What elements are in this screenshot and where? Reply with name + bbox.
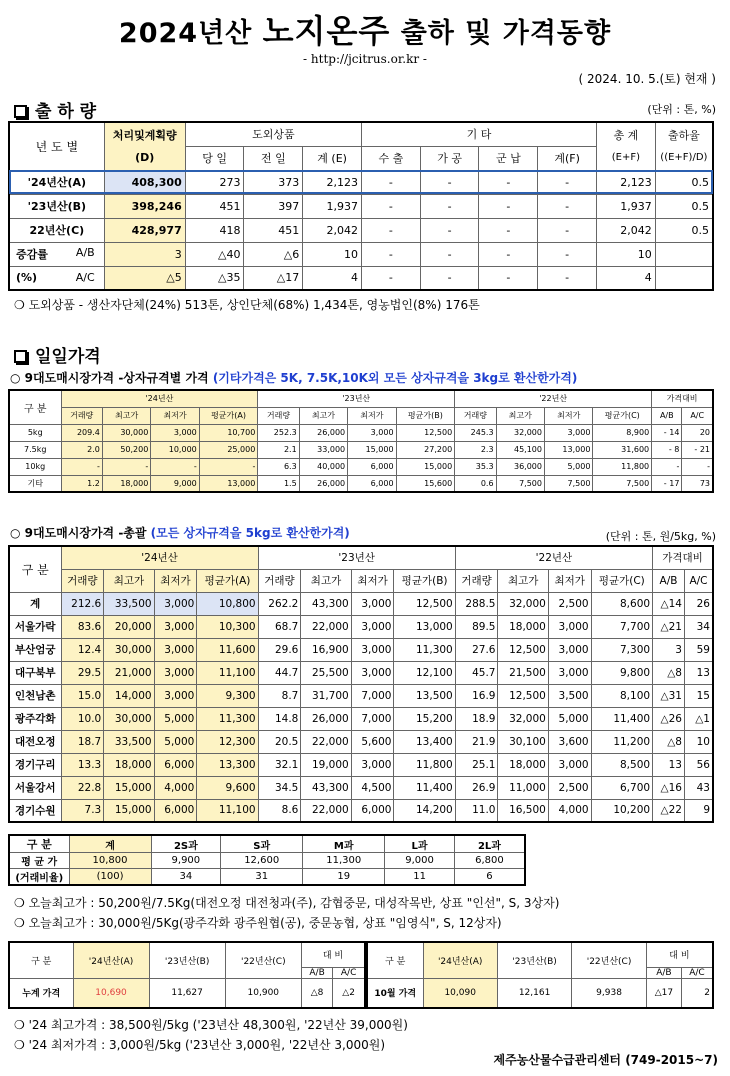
site-url[interactable]: - http://jcitrus.or.kr -: [303, 52, 427, 66]
header-plan: 처리및계획량: [104, 122, 185, 146]
cell: 9,600: [197, 776, 258, 799]
cell: 15,600: [396, 475, 455, 492]
row-label: 광주각화: [9, 707, 61, 730]
title-big: 노지온주: [262, 12, 391, 50]
header-rate: 출하율: [655, 122, 713, 146]
cell: 34.5: [258, 776, 301, 799]
cell: 32,000: [498, 707, 548, 730]
cell: 83.6: [61, 615, 104, 638]
table-row: [9, 707, 713, 730]
cell: 15: [684, 684, 713, 707]
cell: 3,000: [351, 592, 394, 615]
row-label: 서울강서: [9, 776, 61, 799]
checkbox-icon: [14, 350, 27, 363]
cell: 7,700: [591, 615, 652, 638]
row-label: 경기구리: [9, 753, 61, 776]
cell: 7,000: [351, 707, 394, 730]
cell: 22,000: [301, 730, 351, 753]
cell: 15,000: [396, 458, 455, 475]
cell: 1.2: [61, 475, 102, 492]
section-shipment-title: 출 하 량: [14, 97, 96, 122]
cell: 29.5: [61, 661, 104, 684]
cell: 43: [684, 776, 713, 799]
table-row: (%) A/C △5 △35 △17 4 - - - - 4: [9, 266, 713, 290]
cell: 26,000: [301, 707, 351, 730]
table-row: [9, 475, 713, 492]
header-rate2: ((E+F)/D): [655, 146, 713, 170]
total-price-table: 구 분 '24년산 '23년산 '22년산 가격대비 거래량 최고가 최저가 평균가(A) 거래량 최고가 최저가 평균가(B) 거래량 최고가 최저가 평균가(C) A/B A/C 계 212.6 33,500 3,000 10,800 262.2 43,300 3,000 12,500 288.5 32,000 2,500 8,600 △14 26 서울가락 83.6 20,000 3,000 10,300 68.7 22,000 3,000 13,000 89.5 18,000 3,000 7,700 △21 34 부산엄궁 12.4 30,000 3,000 11,600 29.6 16,900 3,000 11,300 27.6 12,500 3,000 7,300 3 59 대구북부 29.5 21,000 3,000 11,100 44.7 25,500 3,000 12,100 45.7 21,500 3,000 9,800 △8 13 인천남촌 15.0 14,000 3,000 9,300 8.7 31,700 7,000 13,500 16.9 12,500 3,500 8,100 △31 15 광주각화 10.0 30,000 5,000 11,300 14.8 26,000 7,000 15,200 18.9 32,000 5,000 11,400 △26 △1 대전오정 18.7 33,500 5,000 12,300 20.5 22,000 5,600 13,400 21.9 30,100 3,600 11,200 △8 10 경기구리 13.3 18,000 6,000 13,300 32.1 19,000 3,000 11,800 25.1 18,000 3,000 8,500 13 56 서울강서 22.8 15,000 4,000 9,600 34.5 43,300 4,500 11,400 26.9 11,000 2,500 6,700 △16 43 경기수원 7.3 15,000 6,000 11,100 8.6 22,000 6,000 14,200 11.0 16,500 4,000 10,200 △22 9: [8, 545, 714, 823]
cell: △26: [653, 707, 685, 730]
cell: 20.5: [258, 730, 301, 753]
cell: 31,700: [301, 684, 351, 707]
cell: -: [682, 458, 713, 475]
cell: 11,800: [394, 753, 455, 776]
cell: 11.0: [455, 799, 498, 822]
cell: 7,500: [593, 475, 652, 492]
cell: 5,000: [544, 458, 592, 475]
shipment-unit: (단위 : 톤, %): [647, 103, 716, 116]
cell: 8,900: [593, 424, 652, 441]
cell: 21,500: [498, 661, 548, 684]
cell: 3,600: [548, 730, 591, 753]
table-row: [9, 776, 713, 799]
cell: 18,000: [104, 753, 154, 776]
cell: 11,400: [591, 707, 652, 730]
cell: 4,500: [351, 776, 394, 799]
note-season-max: ❍ '24 최고가격 : 38,500원/5kg ('23년산 48,300원, '22년산 39,000원): [14, 1018, 408, 1032]
row-label: 대전오정: [9, 730, 61, 753]
cell: 16,500: [498, 799, 548, 822]
header-sum-e: 계 (E): [303, 146, 362, 170]
note-outside-products: ❍ 도외상품 - 생산자단체(24%) 513톤, 상인단체(68%) 1,434톤, 영농법인(8%) 176톤: [14, 298, 480, 312]
table-row: [9, 661, 713, 684]
cell: 5,000: [548, 707, 591, 730]
cell: 43,300: [301, 592, 351, 615]
cell: 10,200: [591, 799, 652, 822]
cell: 3,000: [154, 661, 197, 684]
cell: 10,300: [197, 615, 258, 638]
cell: 9,000: [151, 475, 199, 492]
cell: 6,000: [154, 799, 197, 822]
cell: -: [199, 458, 258, 475]
cell: 262.2: [258, 592, 301, 615]
cell: 3,000: [154, 592, 197, 615]
cell: 11,100: [197, 799, 258, 822]
cell: 13.3: [61, 753, 104, 776]
note-season-min: ❍ '24 최저가격 : 3,000원/5kg ('23년산 3,000원, '22년산 3,000원): [14, 1038, 386, 1052]
table-row: [9, 730, 713, 753]
checkbox-icon: [14, 105, 27, 118]
table-row: [9, 458, 713, 475]
cell: 20: [682, 424, 713, 441]
cell: -: [61, 458, 102, 475]
cell: 26.9: [455, 776, 498, 799]
cell: 18,000: [498, 615, 548, 638]
cell: △31: [653, 684, 685, 707]
october-price-table: 구 분 '24년산(A) '23년산(B) '22년산(C) 대 비 A/B A/C 10월 가격 10,090 12,161 9,938 △17 2: [366, 941, 714, 1009]
cell: 31,600: [593, 441, 652, 458]
cell: 11,100: [197, 661, 258, 684]
cell: 5,600: [351, 730, 394, 753]
cell: 5,000: [154, 707, 197, 730]
cell: 12,100: [394, 661, 455, 684]
cell: △21: [653, 615, 685, 638]
cell: 1.5: [258, 475, 299, 492]
cell: △8: [653, 661, 685, 684]
row-label: 경기수원: [9, 799, 61, 822]
cell: 59: [684, 638, 713, 661]
cell: 20,000: [104, 615, 154, 638]
cell: 25,000: [199, 441, 258, 458]
cell: 45,100: [496, 441, 544, 458]
size-price-table: 구 분 계 2S과 S과 M과 L과 2L과 평 균 가 10,800 9,900 12,600 11,300 9,000 6,800 (거래비율) (100) 34 31 19 11 6: [8, 834, 526, 886]
cell: 4,000: [154, 776, 197, 799]
cell: 13: [684, 661, 713, 684]
cell: 22.8: [61, 776, 104, 799]
note-top-price-5: ❍ 오늘최고가 : 30,000원/5Kg(광주각화 광주원협(공), 중문농협, 상표 "임영식", S, 12상자): [14, 916, 502, 930]
cell: △1: [684, 707, 713, 730]
cell: - 8: [652, 441, 682, 458]
cell: 45.7: [455, 661, 498, 684]
header-day: 당 일: [185, 146, 244, 170]
cell: 26: [684, 592, 713, 615]
table-row: [9, 592, 713, 615]
cell: △16: [653, 776, 685, 799]
cell: 30,000: [102, 424, 150, 441]
cell: 36,000: [496, 458, 544, 475]
cell: 12,300: [197, 730, 258, 753]
cell: 252.3: [258, 424, 299, 441]
cell: 29.6: [258, 638, 301, 661]
cell: 14.8: [258, 707, 301, 730]
cell: 22,000: [301, 799, 351, 822]
cell: 10,700: [199, 424, 258, 441]
cell: 3,000: [548, 638, 591, 661]
table-row: 22년산(C) 428,977 418 451 2,042 - - - - 2,042 0.5: [9, 218, 713, 242]
cell: 27.6: [455, 638, 498, 661]
cell: 21,000: [104, 661, 154, 684]
cell: 8.6: [258, 799, 301, 822]
cell: 9,800: [591, 661, 652, 684]
cell: 6,000: [348, 458, 396, 475]
header-prev: 전 일: [244, 146, 303, 170]
table-row: [9, 684, 713, 707]
cell: 18.9: [455, 707, 498, 730]
cell: 15,000: [348, 441, 396, 458]
subtitle-total-price: ○ 9대도매시장가격 -총괄 (모든 상자규격을 5kg로 환산한가격): [10, 526, 350, 540]
cell: 10: [684, 730, 713, 753]
cell: 13,500: [394, 684, 455, 707]
cell: 3,000: [154, 684, 197, 707]
cell: 3,000: [351, 661, 394, 684]
cell: - 21: [682, 441, 713, 458]
cell: 32.1: [258, 753, 301, 776]
cell: 13,000: [394, 615, 455, 638]
cell: 33,500: [104, 592, 154, 615]
cell: 7,500: [496, 475, 544, 492]
table-row: '23년산(B) 398,246 451 397 1,937 - - - - 1,937 0.5: [9, 194, 713, 218]
cell: 3,000: [351, 638, 394, 661]
cell: 18,000: [498, 753, 548, 776]
cell: 10.0: [61, 707, 104, 730]
cell: 3,000: [151, 424, 199, 441]
header-outside: 도외상품: [185, 122, 361, 146]
cell: 44.7: [258, 661, 301, 684]
subtitle-spec-price: ○ 9대도매시장가격 -상자규격별 가격 (기타가격은 5K, 7.5K,10K외 모든 상자규격을 3kg로 환산한가격): [10, 371, 578, 385]
cell: - 17: [652, 475, 682, 492]
note-top-price-75: ❍ 오늘최고가 : 50,200원/7.5Kg(대전오정 대전청과(주), 감협중문, 대성작목반, 상표 "인선", S, 3상자): [14, 896, 560, 910]
cell: 11,800: [593, 458, 652, 475]
cell: 288.5: [455, 592, 498, 615]
cell: 3,000: [348, 424, 396, 441]
cell: 21.9: [455, 730, 498, 753]
cell: 13,000: [199, 475, 258, 492]
cell: 2,500: [548, 776, 591, 799]
header-total: 총 계: [596, 122, 655, 146]
report-date: ( 2024. 10. 5.(토) 현재 ): [578, 72, 716, 86]
header-process: 가 공: [420, 146, 479, 170]
table-row: [9, 424, 713, 441]
cell: 30,000: [104, 707, 154, 730]
cell: 50,200: [102, 441, 150, 458]
cell: 32,000: [496, 424, 544, 441]
cell: 212.6: [61, 592, 104, 615]
cell: -: [151, 458, 199, 475]
title-pre: 2024년산: [118, 18, 263, 49]
cell: 3,000: [544, 424, 592, 441]
total-unit: (단위 : 톤, 원/5kg, %): [605, 530, 716, 543]
cell: 68.7: [258, 615, 301, 638]
title-post: 출하 및 가격동향: [390, 18, 612, 49]
cell: 4,000: [548, 799, 591, 822]
cell: 30,000: [104, 638, 154, 661]
cell: 3,000: [548, 661, 591, 684]
cell: 8.7: [258, 684, 301, 707]
table-row: [9, 441, 713, 458]
cell: 2.1: [258, 441, 299, 458]
cell: 3,500: [548, 684, 591, 707]
row-label: 대구북부: [9, 661, 61, 684]
cell: 22,000: [301, 615, 351, 638]
cell: -: [102, 458, 150, 475]
page-title: [0, 6, 730, 52]
section-daily-price-title: 일일가격: [14, 342, 101, 367]
cell: -: [652, 458, 682, 475]
cell: - 14: [652, 424, 682, 441]
cell: 2.0: [61, 441, 102, 458]
cell: 26,000: [299, 475, 347, 492]
cell: 11,600: [197, 638, 258, 661]
cell: 14,000: [104, 684, 154, 707]
cell: 7.3: [61, 799, 104, 822]
table-row: [9, 638, 713, 661]
cell: 8,100: [591, 684, 652, 707]
cell: 13: [653, 753, 685, 776]
cell: 18,000: [102, 475, 150, 492]
cell: 34: [684, 615, 713, 638]
cell: 7,300: [591, 638, 652, 661]
row-label: 기타: [9, 475, 61, 492]
cell: 9,300: [197, 684, 258, 707]
row-label: 7.5kg: [9, 441, 61, 458]
cell: 11,400: [394, 776, 455, 799]
cell: 16,900: [301, 638, 351, 661]
cell: 13,000: [544, 441, 592, 458]
cell: 11,300: [394, 638, 455, 661]
cell: 30,100: [498, 730, 548, 753]
cell: 6.3: [258, 458, 299, 475]
cell: 13,300: [197, 753, 258, 776]
cell: 11,000: [498, 776, 548, 799]
row-label: 서울가락: [9, 615, 61, 638]
cell: 7,500: [544, 475, 592, 492]
cell: 14,200: [394, 799, 455, 822]
table-row: [9, 615, 713, 638]
spec-price-table: 구 분 '24년산 '23년산 '22년산 가격대비 거래량 최고가 최저가 평균가(A) 거래량 최고가 최저가 평균가(B) 거래량 최고가 최저가 평균가(C) A/B A/C 5kg 209.4 30,000 3,000 10,700 252.3 26,000 3,000 12,500 245.3 32,000 3,000 8,900 - 14 20 7.5kg 2.0 50,200 10,000 25,000 2.1 33,000 15,000 27,200 2.3 45,100 13,000 31,600 - 8 - 21 10kg - - - - 6.3 40,000 6,000 15,000 35.3 36,000 5,000 11,800 - - 기타 1.2 18,000 9,000 13,000 1.5 26,000 6,000 15,600 0.6 7,500 7,500 7,500 - 17 73: [8, 389, 714, 493]
cell: 9: [684, 799, 713, 822]
cell: 15,000: [104, 776, 154, 799]
cell: 25.1: [455, 753, 498, 776]
cell: 73: [682, 475, 713, 492]
table-row: [9, 799, 713, 822]
cell: 12.4: [61, 638, 104, 661]
cell: 11,200: [591, 730, 652, 753]
cumulative-price-table: 구 분 '24년산(A) '23년산(B) '22년산(C) 대 비 A/B A/C 누계 가격 10,690 11,627 10,900 △8 △2: [8, 941, 366, 1009]
cell: 10,800: [197, 592, 258, 615]
cell: 33,000: [299, 441, 347, 458]
cell: 35.3: [455, 458, 496, 475]
cell: △22: [653, 799, 685, 822]
cell: 33,500: [104, 730, 154, 753]
cell: 5,000: [154, 730, 197, 753]
cell: 18.7: [61, 730, 104, 753]
cell: 3,000: [154, 638, 197, 661]
cell: 16.9: [455, 684, 498, 707]
cell: 245.3: [455, 424, 496, 441]
row-label: 계: [9, 592, 61, 615]
cell: 56: [684, 753, 713, 776]
cell: 43,300: [301, 776, 351, 799]
header-export: 수 출: [361, 146, 420, 170]
cell: 15,200: [394, 707, 455, 730]
cell: △14: [653, 592, 685, 615]
cell: 27,200: [396, 441, 455, 458]
cell: 7,000: [351, 684, 394, 707]
cell: 12,500: [394, 592, 455, 615]
row-label: 10kg: [9, 458, 61, 475]
cell: 8,600: [591, 592, 652, 615]
cell: 6,000: [154, 753, 197, 776]
cell: 12,500: [396, 424, 455, 441]
cell: 12,500: [498, 684, 548, 707]
footer-center: 제주농산물수급관리센터 (749-2015~7): [493, 1053, 718, 1067]
table-row: 증감률 A/B 3 △40 △6 10 - - - - 10: [9, 242, 713, 266]
header-military: 군 납: [479, 146, 538, 170]
cell: 32,000: [498, 592, 548, 615]
cell: 11,300: [197, 707, 258, 730]
shipment-table: [8, 121, 714, 291]
cell: 2,500: [548, 592, 591, 615]
row-label: 인천남촌: [9, 684, 61, 707]
cell: 209.4: [61, 424, 102, 441]
cell: 10,000: [151, 441, 199, 458]
cell: 3,000: [548, 615, 591, 638]
cell: 3: [653, 638, 685, 661]
cell: 8,500: [591, 753, 652, 776]
cell: 89.5: [455, 615, 498, 638]
table-row: '24년산(A) 408,300 273 373 2,123 - - - - 2,123 0.5: [9, 170, 713, 194]
cell: 12,500: [498, 638, 548, 661]
cell: 40,000: [299, 458, 347, 475]
header-year: 년 도 별: [9, 122, 104, 170]
cell: △8: [653, 730, 685, 753]
cell: 6,700: [591, 776, 652, 799]
cell: 0.6: [455, 475, 496, 492]
cell: 13,400: [394, 730, 455, 753]
cell: 6,000: [351, 799, 394, 822]
cell: 3,000: [548, 753, 591, 776]
cell: 2.3: [455, 441, 496, 458]
row-label: 부산엄궁: [9, 638, 61, 661]
table-row: [9, 753, 713, 776]
header-plan-d: (D): [104, 146, 185, 170]
cell: 3,000: [351, 615, 394, 638]
cell: 15.0: [61, 684, 104, 707]
cell: 15,000: [104, 799, 154, 822]
cell: 26,000: [299, 424, 347, 441]
cell: 19,000: [301, 753, 351, 776]
cell: 25,500: [301, 661, 351, 684]
cell: 3,000: [351, 753, 394, 776]
header-sum-f: 계(F): [538, 146, 597, 170]
header-etc: 기 타: [361, 122, 596, 146]
header-total2: (E+F): [596, 146, 655, 170]
row-label: 5kg: [9, 424, 61, 441]
cell: 3,000: [154, 615, 197, 638]
cell: 6,000: [348, 475, 396, 492]
